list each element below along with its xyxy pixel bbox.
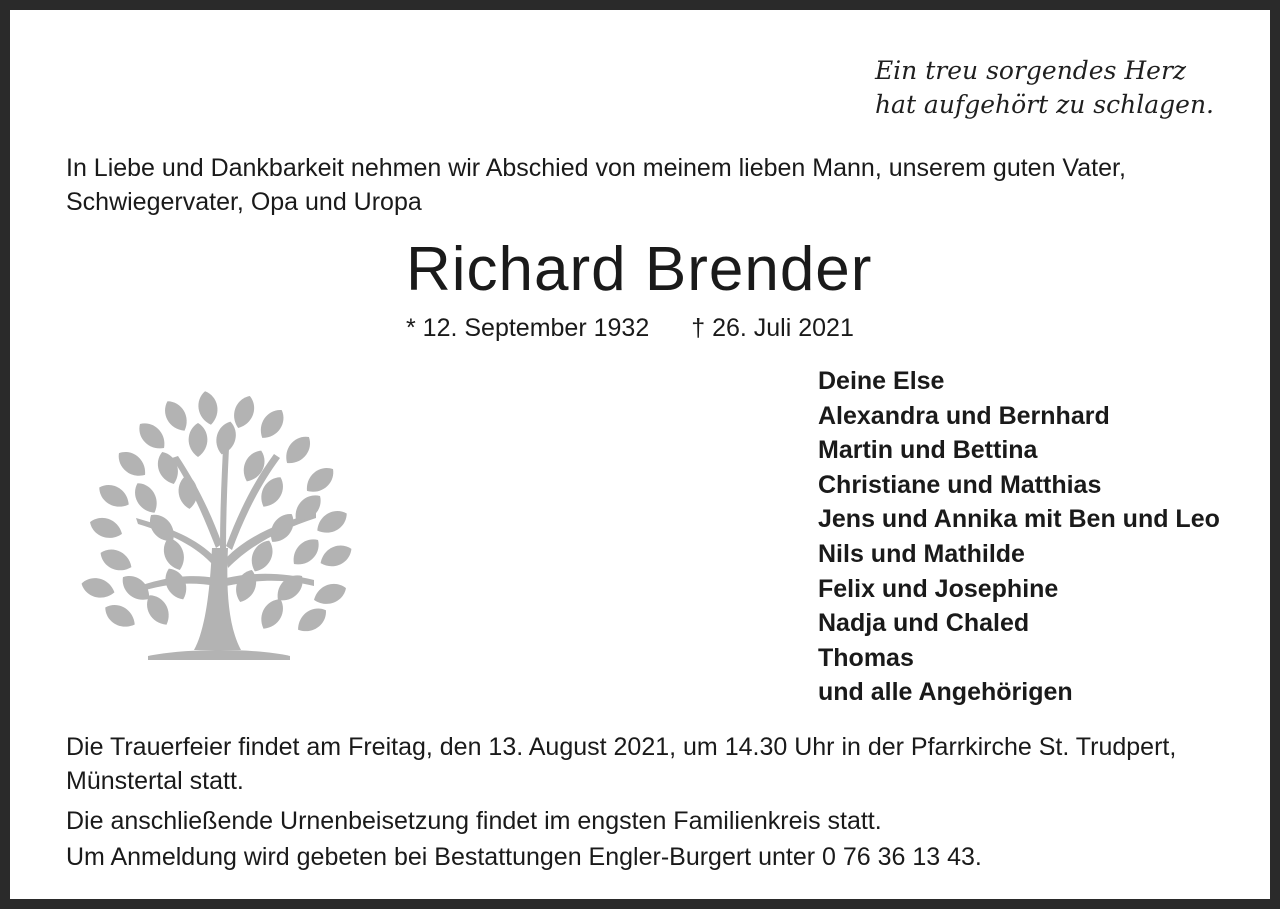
tree-leaf — [213, 419, 240, 457]
tree-leaf — [129, 479, 162, 518]
tree-leaf — [189, 423, 208, 457]
intro-line-2: Schwiegervater, Opa und Uropa — [66, 188, 422, 216]
tree-leaf — [317, 540, 356, 571]
tree-leaf — [255, 405, 290, 444]
tree-leaf — [313, 505, 352, 538]
tree-leaf — [87, 513, 125, 542]
mourner-name: Jens und Annika mit Ben und Leo — [818, 505, 1220, 534]
tree-leaf — [133, 417, 170, 454]
tree-leaf — [177, 474, 199, 510]
tree-of-life-icon — [76, 388, 366, 666]
tree-leaf — [113, 446, 151, 482]
mourner-list — [818, 364, 1220, 710]
life-dates — [406, 312, 854, 344]
tree-leaf — [196, 390, 220, 427]
quote-line-1: Ein treu sorgendes Herz — [874, 56, 1187, 85]
tree-leaf — [101, 599, 140, 632]
funeral-line-1: Die Trauerfeier findet am Freitag, den 13. August 2021, um 14.30 Uhr in der Pfarrkirche St. Trudpert, — [66, 733, 1177, 761]
mourner-name: Thomas — [818, 643, 914, 672]
tree-leaf — [301, 462, 339, 498]
tree-leaf — [97, 544, 136, 575]
tree-leaf — [79, 575, 117, 602]
tree-leaf — [159, 397, 192, 436]
quote-line-2: hat aufgehört zu schlagen. — [874, 90, 1214, 119]
tree-leaf — [280, 431, 316, 469]
quote — [875, 54, 1214, 122]
mourner-name: Christiane und Matthias — [818, 470, 1102, 499]
birth-date: * 12. September 1932 — [406, 314, 650, 342]
mourner-name: Deine Else — [818, 367, 945, 395]
funeral-notice — [66, 730, 1241, 798]
tree-leaf — [287, 533, 324, 570]
deceased-name: Richard Brender — [406, 235, 873, 304]
intro-text — [66, 151, 1241, 219]
tree-leaf — [231, 567, 260, 605]
tree-leaf — [293, 603, 332, 638]
funeral-line-2: Münstertal statt. — [66, 767, 244, 795]
mourner-name: Nadja und Chaled — [818, 609, 1030, 638]
tree-leaf — [265, 509, 300, 548]
tree-leaf — [311, 579, 349, 608]
tree-leaf — [95, 479, 134, 512]
mourner-name: Felix und Josephine — [818, 574, 1059, 603]
mourner-name: Alexandra und Bernhard — [818, 401, 1110, 430]
intro-line-1: In Liebe und Dankbarkeit nehmen wir Abschied von meinem lieben Mann, unserem guten Vater, — [66, 154, 1126, 182]
mourner-name: Martin und Bettina — [818, 436, 1038, 465]
tree-leaf — [255, 595, 288, 634]
tree-leaf — [229, 393, 258, 431]
mourner-name: und alle Angehörigen — [818, 678, 1073, 707]
registration-notice: Um Anmeldung wird gebeten bei Bestattungen Engler-Burgert unter 0 76 36 13 43. — [66, 843, 982, 871]
tree-leaf — [153, 449, 182, 487]
death-date: † 26. Juli 2021 — [691, 314, 854, 342]
mourner-name: Nils und Mathilde — [818, 539, 1025, 568]
burial-notice: Die anschließende Urnenbeisetzung findet im engsten Familienkreis statt. — [66, 807, 882, 835]
